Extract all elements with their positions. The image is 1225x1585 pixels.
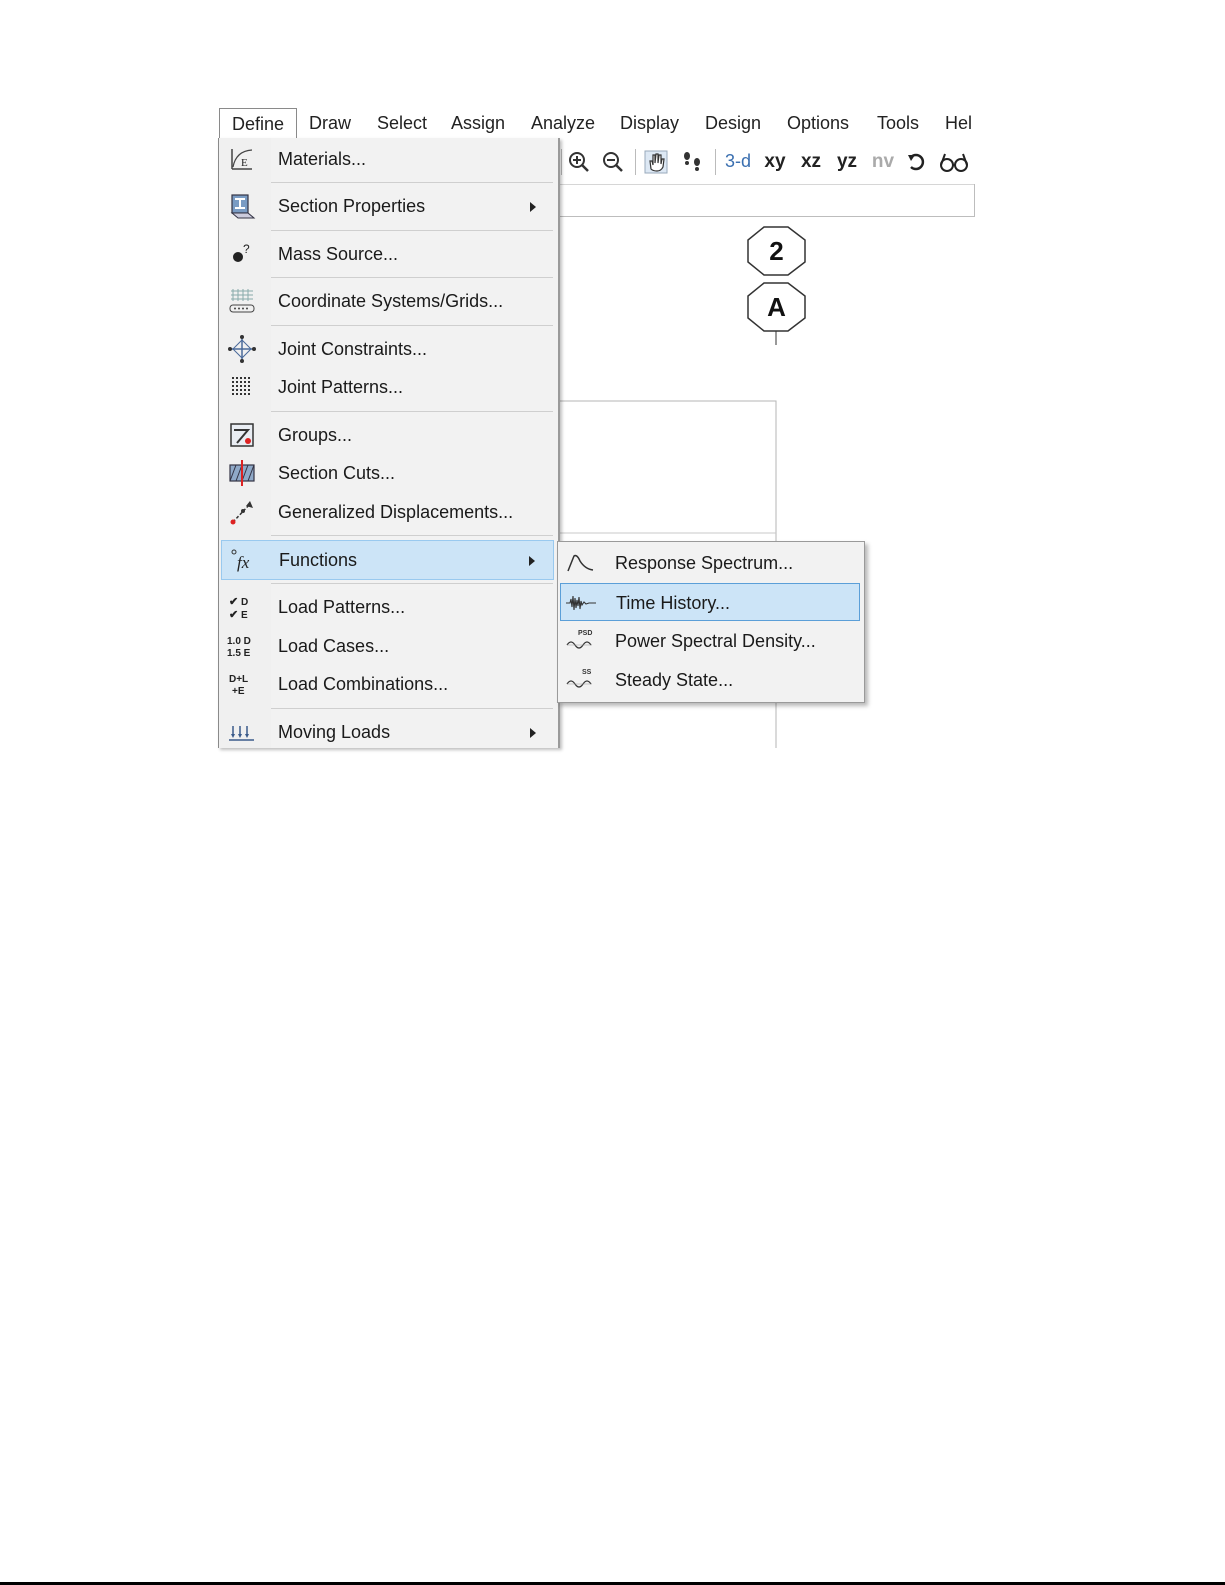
menu-item-label: Materials...: [278, 149, 367, 169]
toolbar: [556, 139, 975, 184]
svg-text:E: E: [241, 610, 248, 621]
menu-analyze[interactable]: Analyze: [531, 113, 596, 133]
pan-hand-icon[interactable]: [640, 139, 672, 184]
view-3d-button[interactable]: 3-d: [724, 151, 751, 171]
svg-text:PSD: PSD: [578, 630, 593, 637]
groups-icon: [225, 420, 259, 450]
joint-patterns-icon: [225, 372, 259, 402]
walk-footprints-icon[interactable]: [676, 139, 708, 184]
joint-constraints-icon: [225, 334, 259, 364]
menu-display[interactable]: Display: [620, 113, 680, 133]
menu-assign[interactable]: Assign: [451, 113, 506, 133]
submenu-item-label: Power Spectral Density...: [615, 631, 816, 651]
menu-separator: [271, 182, 553, 183]
steady-state-icon: [563, 665, 597, 695]
menu-item-load-combinations[interactable]: [221, 665, 554, 703]
svg-text:✔: ✔: [229, 596, 239, 608]
menu-separator: [271, 277, 553, 278]
svg-text:E: E: [241, 157, 248, 169]
functions-submenu: [557, 541, 865, 703]
menu-item-label: Load Patterns...: [278, 597, 406, 617]
menu-item-functions[interactable]: [221, 540, 554, 580]
svg-text:D: D: [241, 597, 249, 608]
svg-text:fx: fx: [237, 553, 250, 572]
submenu-item-label: Response Spectrum...: [615, 553, 794, 573]
menu-select[interactable]: Select: [377, 113, 428, 133]
menu-item-label: Functions: [279, 550, 358, 570]
zoom-in-icon[interactable]: [564, 139, 594, 184]
menu-item-joint-patterns[interactable]: [221, 368, 554, 406]
submenu-arrow-icon: [530, 202, 536, 212]
view-xz-button[interactable]: xz: [800, 150, 822, 172]
view-nv-button[interactable]: nv: [871, 150, 895, 172]
svg-text:✔: ✔: [229, 609, 239, 621]
svg-text:SS: SS: [582, 669, 592, 676]
menu-item-label: Moving Loads: [278, 722, 391, 742]
load-combinations-icon: [225, 669, 259, 699]
menu-item-groups[interactable]: [221, 416, 554, 454]
submenu-item-response-spectrum[interactable]: [560, 544, 860, 582]
menu-item-load-cases[interactable]: [221, 627, 554, 665]
submenu-item-steady-state[interactable]: [560, 661, 860, 699]
menu-item-label: Load Combinations...: [278, 674, 449, 694]
menu-item-section-properties[interactable]: [221, 187, 554, 225]
grid-bubble-label: A: [767, 292, 786, 322]
menu-item-mass-source[interactable]: [221, 235, 554, 273]
svg-text:1.0 D: 1.0 D: [227, 636, 251, 647]
menu-separator: [271, 583, 553, 584]
menu-design[interactable]: Design: [705, 113, 762, 133]
submenu-item-time-history[interactable]: [560, 583, 860, 621]
menu-item-section-cuts[interactable]: [221, 454, 554, 492]
window-edge: [974, 184, 975, 217]
time-history-icon: [564, 588, 598, 618]
menu-tools[interactable]: Tools: [877, 113, 920, 133]
menu-item-label: Groups...: [278, 425, 353, 445]
materials-icon: [225, 144, 259, 174]
menu-options[interactable]: Options: [787, 113, 850, 133]
moving-loads-icon: [225, 717, 259, 747]
view-xy-button[interactable]: xy: [764, 150, 786, 172]
menu-separator: [271, 708, 553, 709]
section-properties-icon: [225, 191, 259, 221]
menu-item-materials[interactable]: [221, 140, 554, 178]
grid-icon: [225, 286, 259, 316]
menu-item-generalized-displacements[interactable]: [221, 493, 554, 531]
load-cases-icon: [225, 631, 259, 661]
view-yz-button[interactable]: yz: [836, 150, 858, 172]
load-patterns-icon: [225, 592, 259, 622]
menu-item-label: Joint Constraints...: [278, 339, 428, 359]
svg-text:D+L: D+L: [229, 674, 249, 685]
svg-text:?: ?: [243, 242, 250, 256]
response-spectrum-icon: [563, 548, 597, 578]
rotate-icon[interactable]: [902, 139, 932, 184]
psd-icon: [563, 626, 597, 656]
toolbar-separator: [634, 139, 636, 184]
toolbar-separator: [714, 139, 716, 184]
zoom-out-icon[interactable]: [598, 139, 628, 184]
menu-item-moving-loads[interactable]: [221, 713, 554, 751]
define-menu: [218, 138, 560, 748]
menu-item-label: Generalized Displacements...: [278, 502, 514, 522]
submenu-item-label: Steady State...: [615, 670, 734, 690]
toolbar-separator: [560, 139, 562, 184]
menu-bar: [219, 108, 975, 139]
menu-separator: [271, 535, 553, 536]
menu-item-label: Mass Source...: [278, 244, 399, 264]
submenu-item-label: Time History...: [616, 593, 731, 613]
section-cuts-icon: [225, 458, 259, 488]
menu-item-label: Section Properties: [278, 196, 426, 216]
menu-item-label: Joint Patterns...: [278, 377, 404, 397]
menu-separator: [271, 230, 553, 231]
menu-draw[interactable]: Draw: [309, 113, 352, 133]
svg-text:+E: +E: [232, 686, 245, 697]
menu-separator: [271, 411, 553, 412]
menu-define[interactable]: Define: [219, 108, 297, 139]
mass-source-icon: [225, 239, 259, 269]
functions-icon: [226, 545, 260, 575]
menu-separator: [271, 325, 553, 326]
grid-bubble-label: 2: [769, 236, 784, 266]
menu-help[interactable]: Hel: [945, 113, 973, 133]
toolbar-bottom-border: [556, 184, 975, 185]
menu-item-label: Coordinate Systems/Grids...: [278, 291, 504, 311]
submenu-arrow-icon: [529, 556, 535, 566]
svg-text:1.5 E: 1.5 E: [227, 648, 251, 659]
submenu-arrow-icon: [530, 728, 536, 738]
generalized-displacements-icon: [225, 497, 259, 527]
menu-item-label: Load Cases...: [278, 636, 390, 656]
menu-item-load-patterns[interactable]: [221, 588, 554, 626]
menu-item-label: Section Cuts...: [278, 463, 396, 483]
menu-item-joint-constraints[interactable]: [221, 330, 554, 368]
menu-item-coordinate-systems[interactable]: [221, 282, 554, 320]
submenu-item-power-spectral-density[interactable]: [560, 622, 860, 660]
glasses-icon[interactable]: [936, 139, 972, 184]
